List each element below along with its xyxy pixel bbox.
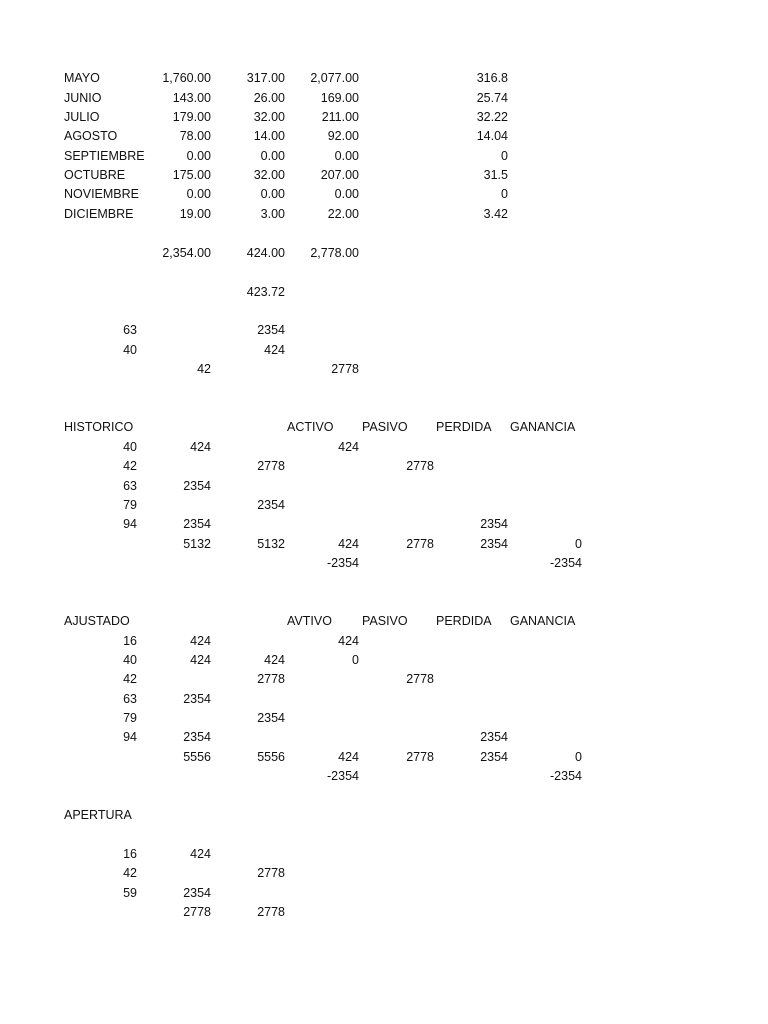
- total-haber: 5556: [257, 750, 285, 764]
- table-row: [0, 515, 768, 534]
- summary-row: [0, 360, 768, 379]
- result-right: -2354: [550, 556, 582, 570]
- debe: 2354: [183, 479, 211, 493]
- result-right: -2354: [550, 769, 582, 783]
- column-header: GANANCIA: [510, 614, 576, 628]
- table-row: [0, 632, 768, 651]
- summary-account: 42: [197, 362, 211, 376]
- pasivo: 2778: [406, 459, 434, 473]
- month-total: 0.00: [334, 187, 359, 201]
- total-igv: 424.00: [246, 246, 285, 260]
- account: 79: [123, 498, 137, 512]
- table-row: [0, 728, 768, 747]
- month-igv: 26.00: [253, 91, 285, 105]
- summary-value: 2778: [331, 362, 359, 376]
- month-name: MAYO: [64, 71, 100, 85]
- account: 63: [123, 692, 137, 706]
- total-perdida: 2354: [480, 537, 508, 551]
- ajustado-header: [0, 612, 768, 631]
- month-calc: 3.42: [483, 207, 508, 221]
- month-name: JUNIO: [64, 91, 102, 105]
- month-calc: 0: [501, 187, 508, 201]
- month-calc: 25.74: [476, 91, 508, 105]
- month-calc: 14.04: [476, 129, 508, 143]
- total-pasivo: 2778: [406, 750, 434, 764]
- account: 40: [123, 653, 137, 667]
- result-row: [0, 554, 768, 573]
- month-name: OCTUBRE: [64, 168, 126, 182]
- month-name: JULIO: [64, 110, 100, 124]
- table-row: [0, 709, 768, 728]
- table-row: [0, 477, 768, 496]
- activo: 424: [338, 634, 359, 648]
- debe: 2354: [183, 517, 211, 531]
- account: 94: [123, 517, 137, 531]
- table-row: [0, 884, 768, 903]
- summary-row: [0, 321, 768, 340]
- summary-value: 2354: [257, 323, 285, 337]
- total-base: 2,354.00: [162, 246, 211, 260]
- account: 63: [123, 479, 137, 493]
- month-calc: 32.22: [476, 110, 508, 124]
- month-igv: 3.00: [260, 207, 285, 221]
- debe: 2354: [183, 692, 211, 706]
- month-row: [0, 69, 768, 88]
- monthly-totals-row: [0, 244, 768, 263]
- account: 79: [123, 711, 137, 725]
- totals-row: [0, 535, 768, 554]
- month-row: [0, 108, 768, 127]
- month-row: [0, 166, 768, 185]
- month-total: 22.00: [327, 207, 359, 221]
- table-row: [0, 651, 768, 670]
- summary-value: 424: [264, 343, 285, 357]
- total-total: 2,778.00: [310, 246, 359, 260]
- month-total: 2,077.00: [310, 71, 359, 85]
- month-base: 78.00: [179, 129, 211, 143]
- table-row: [0, 457, 768, 476]
- month-row: [0, 205, 768, 224]
- igv-calc-row: [0, 283, 768, 302]
- historico-header: [0, 418, 768, 437]
- debe: 424: [190, 440, 211, 454]
- debe: 424: [190, 653, 211, 667]
- month-base: 0.00: [186, 187, 211, 201]
- column-header: PASIVO: [362, 614, 408, 628]
- total-haber: 5132: [257, 537, 285, 551]
- debe: 2354: [183, 886, 211, 900]
- month-calc: 31.5: [483, 168, 508, 182]
- month-total: 211.00: [321, 110, 359, 124]
- account: 42: [123, 672, 137, 686]
- perdida: 2354: [480, 517, 508, 531]
- result-left: -2354: [327, 556, 359, 570]
- total-debe: 5132: [183, 537, 211, 551]
- month-row: [0, 147, 768, 166]
- total-ganancia: 0: [575, 537, 582, 551]
- month-name: SEPTIEMBRE: [64, 149, 145, 163]
- account: 16: [123, 634, 137, 648]
- month-name: DICIEMBRE: [64, 207, 134, 221]
- account: 40: [123, 440, 137, 454]
- summary-account: 63: [123, 323, 137, 337]
- month-row: [0, 127, 768, 146]
- haber: 2778: [257, 866, 285, 880]
- table-row: [0, 864, 768, 883]
- column-header: ACTIVO: [287, 420, 334, 434]
- month-total: 207.00: [320, 168, 359, 182]
- month-igv: 0.00: [260, 187, 285, 201]
- haber: 2778: [257, 672, 285, 686]
- debe: 424: [190, 634, 211, 648]
- result-left: -2354: [327, 769, 359, 783]
- month-calc: 0: [501, 149, 508, 163]
- month-igv: 14.00: [253, 129, 285, 143]
- month-row: [0, 185, 768, 204]
- table-row: [0, 845, 768, 864]
- account: 59: [123, 886, 137, 900]
- month-igv: 32.00: [253, 110, 285, 124]
- section-title: HISTORICO: [64, 420, 134, 434]
- total-activo: 424: [338, 750, 359, 764]
- month-total: 169.00: [320, 91, 359, 105]
- table-row: [0, 690, 768, 709]
- total-haber: 2778: [257, 905, 285, 919]
- debe: 424: [190, 847, 211, 861]
- account: 42: [123, 459, 137, 473]
- total-debe: 5556: [183, 750, 211, 764]
- table-row: [0, 438, 768, 457]
- month-name: NOVIEMBRE: [64, 187, 140, 201]
- month-row: [0, 89, 768, 108]
- month-igv: 317.00: [246, 71, 285, 85]
- totals-row: [0, 903, 768, 922]
- month-name: AGOSTO: [64, 129, 118, 143]
- haber: 2354: [257, 711, 285, 725]
- debe: 2354: [183, 730, 211, 744]
- total-perdida: 2354: [480, 750, 508, 764]
- total-ganancia: 0: [575, 750, 582, 764]
- month-base: 143.00: [172, 91, 211, 105]
- column-header: PERDIDA: [436, 420, 492, 434]
- activo: 424: [338, 440, 359, 454]
- column-header: PASIVO: [362, 420, 408, 434]
- column-header: AVTIVO: [287, 614, 332, 628]
- haber: 2778: [257, 459, 285, 473]
- apertura-header: [0, 806, 768, 825]
- summary-account: 40: [123, 343, 137, 357]
- totals-row: [0, 748, 768, 767]
- month-base: 179.00: [172, 110, 211, 124]
- month-base: 1,760.00: [162, 71, 211, 85]
- table-row: [0, 496, 768, 515]
- haber: 424: [264, 653, 285, 667]
- section-title: AJUSTADO: [64, 614, 130, 628]
- igv-calc: 423.72: [246, 285, 285, 299]
- month-igv: 0.00: [260, 149, 285, 163]
- month-calc: 316.8: [476, 71, 508, 85]
- column-header: PERDIDA: [436, 614, 492, 628]
- pasivo: 2778: [406, 672, 434, 686]
- account: 94: [123, 730, 137, 744]
- haber: 2354: [257, 498, 285, 512]
- month-base: 0.00: [186, 149, 211, 163]
- summary-row: [0, 341, 768, 360]
- total-activo: 424: [338, 537, 359, 551]
- perdida: 2354: [480, 730, 508, 744]
- section-title: APERTURA: [64, 808, 132, 822]
- total-pasivo: 2778: [406, 537, 434, 551]
- total-debe: 2778: [183, 905, 211, 919]
- result-row: [0, 767, 768, 786]
- month-total: 0.00: [334, 149, 359, 163]
- month-igv: 32.00: [253, 168, 285, 182]
- table-row: [0, 670, 768, 689]
- month-base: 175.00: [172, 168, 211, 182]
- month-base: 19.00: [179, 207, 211, 221]
- account: 16: [123, 847, 137, 861]
- month-total: 92.00: [327, 129, 359, 143]
- activo: 0: [352, 653, 359, 667]
- column-header: GANANCIA: [510, 420, 576, 434]
- account: 42: [123, 866, 137, 880]
